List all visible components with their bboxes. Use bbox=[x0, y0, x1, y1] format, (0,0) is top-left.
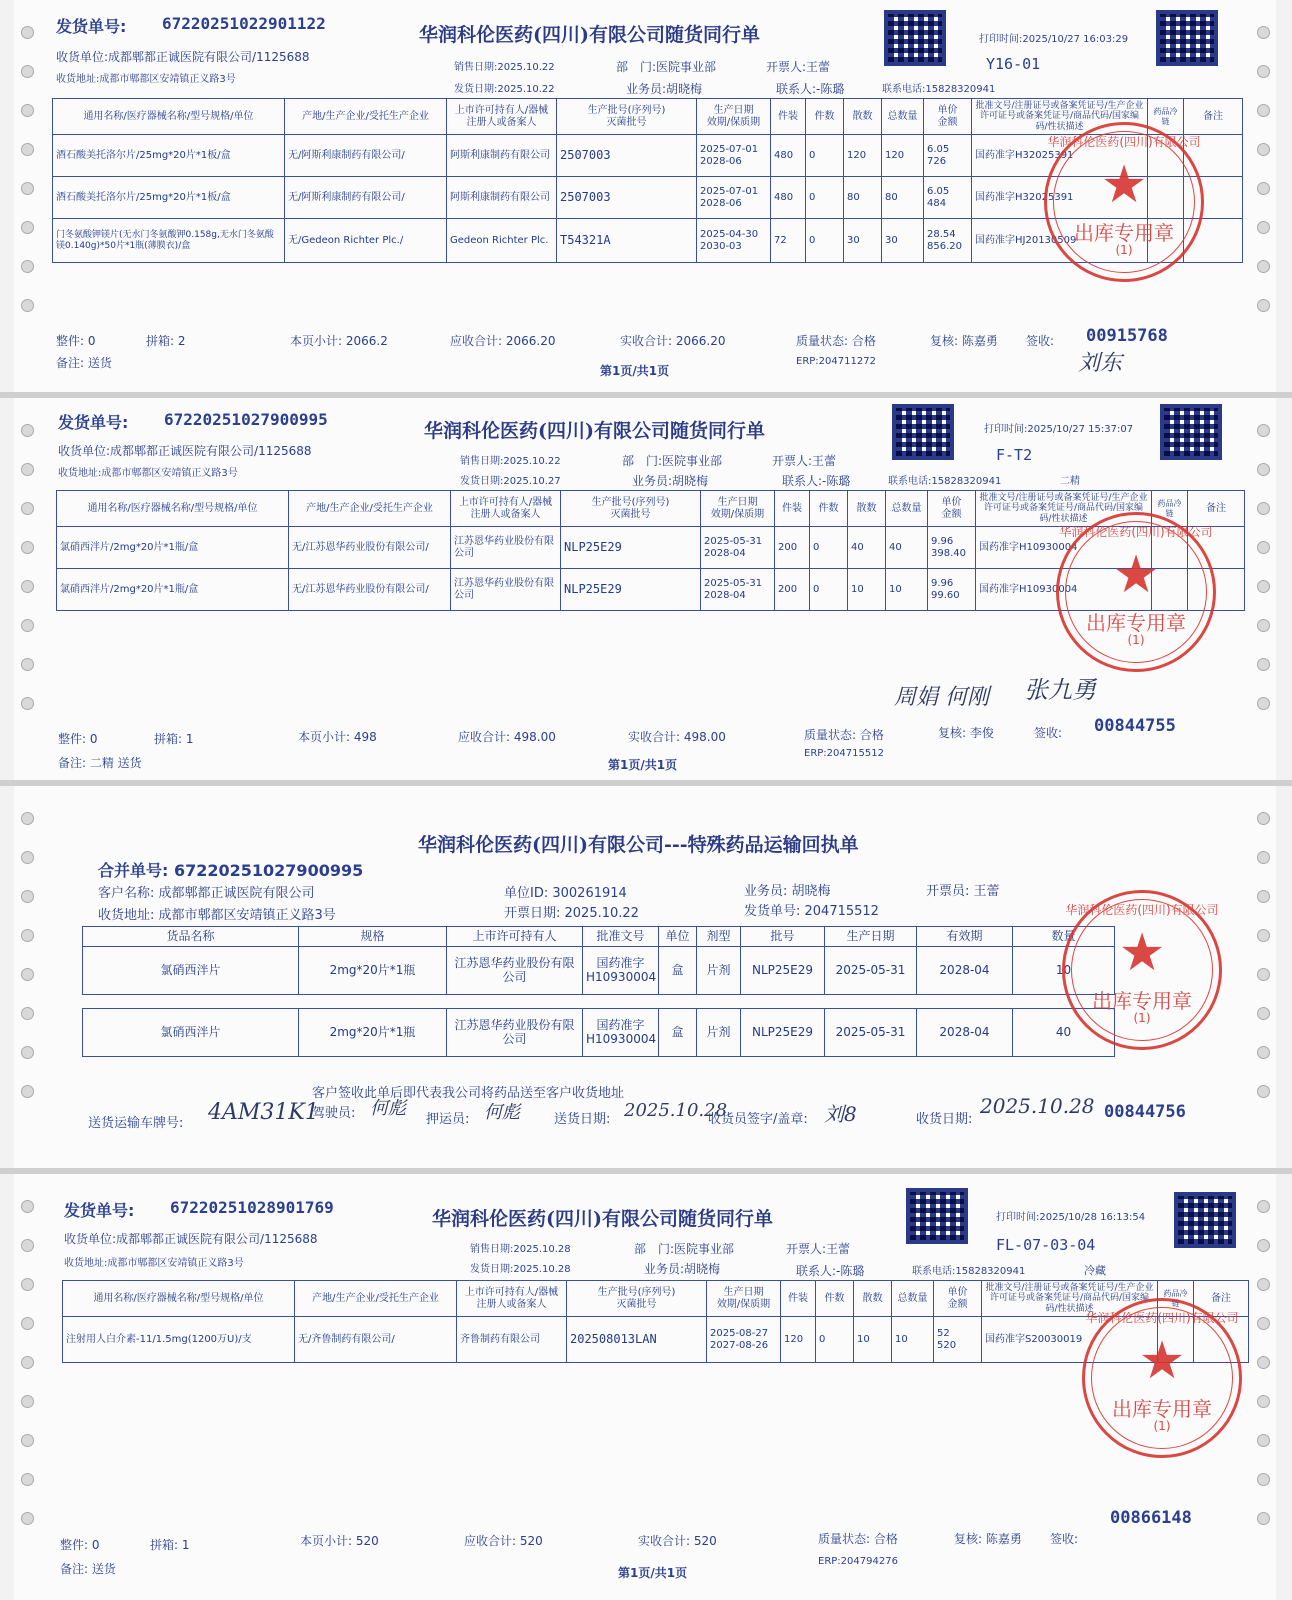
driver-name: 何彪 bbox=[370, 1098, 406, 1119]
escort-label: 押运员: bbox=[426, 1112, 470, 1127]
cold-chain-tag: 冷藏 bbox=[1084, 1264, 1106, 1277]
delivery-slip-1 bbox=[14, 0, 1276, 392]
document-title: 华润科伦医药(四川)有限公司---特殊药品运输回执单 bbox=[418, 834, 859, 856]
col-spec: 规格 bbox=[299, 927, 447, 947]
col-maker: 产地/生产企业/受托生产企业 bbox=[285, 99, 447, 135]
deliver-date-label: 送货日期: bbox=[554, 1112, 611, 1127]
phone: 联系电话:15828320941 bbox=[888, 476, 1002, 487]
quality-status: 质量状态: 合格 bbox=[804, 728, 884, 742]
remark: 备注: 送货 bbox=[60, 1562, 116, 1576]
col-approval: 批准文号/注册证号或备案凭证号/生产企业许可证号或备案凭证号/商品代码/国家编码/性状描述 bbox=[972, 99, 1148, 135]
col-cold: 药品冷链 bbox=[1152, 491, 1188, 527]
col-holder: 上市许可持有人 bbox=[447, 927, 583, 947]
tractor-holes-right bbox=[1254, 398, 1272, 780]
col-mfg: 生产日期 bbox=[825, 927, 917, 947]
merge-number: 合并单号: 67220251027900995 bbox=[98, 861, 364, 880]
col-approval: 批准文号/注册证号或备案凭证号/生产企业许可证号或备案凭证号/商品代码/国家编码/性状描述 bbox=[982, 1281, 1158, 1317]
receiver-sign-label: 收货员签字/盖章: bbox=[708, 1112, 808, 1127]
salesman: 业务员:胡晓梅 bbox=[644, 1262, 721, 1276]
receive-date: 2025.10.28 bbox=[980, 1094, 1095, 1118]
whole-count: 整件: 0 bbox=[60, 1538, 100, 1552]
tractor-holes-right bbox=[1254, 0, 1272, 392]
tractor-holes-right bbox=[1254, 786, 1272, 1168]
receive-date-label: 收货日期: bbox=[916, 1112, 973, 1127]
col-holder: 上市许可持有人/器械注册人或备案人 bbox=[447, 99, 557, 135]
phone: 联系电话:15828320941 bbox=[882, 84, 996, 95]
issuer: 开票人:王蕾 bbox=[786, 1242, 851, 1256]
sale-date: 销售日期:2025.10.22 bbox=[460, 456, 561, 467]
col-approval: 批准文号/注册证号或备案凭证号/生产企业许可证号或备案凭证号/商品代码/国家编码/性状描述 bbox=[976, 491, 1152, 527]
remark: 备注: 送货 bbox=[56, 356, 112, 370]
special-tag: 二精 bbox=[1060, 476, 1080, 487]
whole-count: 整件: 0 bbox=[56, 334, 96, 348]
col-mfg: 生产日期 效期/保质期 bbox=[697, 99, 771, 135]
print-time: 打印时间:2025/10/27 15:37:07 bbox=[984, 424, 1134, 435]
ship-date: 发货日期:2025.10.22 bbox=[454, 84, 555, 95]
contact: 联系人:-陈璐 bbox=[782, 474, 851, 488]
table-row: 氯硝西泮片/2mg*20片*1瓶/盒 无/江苏恩华药业股份有限公司/ 江苏恩华药业股份有限公司 NLP25E29 2025-05-31 2028-04 200 0 10 10 9.96 99.60 国药准字H10930004 bbox=[57, 569, 1245, 611]
salesman: 业务员:胡晓梅 bbox=[626, 82, 703, 96]
col-mfg: 生产日期 效期/保质期 bbox=[701, 491, 775, 527]
split-count: 拼箱: 1 bbox=[150, 1538, 190, 1552]
quality-status: 质量状态: 合格 bbox=[796, 334, 876, 348]
col-maker: 产地/生产企业/受托生产企业 bbox=[289, 491, 451, 527]
qr-code-icon bbox=[892, 404, 954, 460]
col-form: 剂型 bbox=[697, 927, 741, 947]
table-row: 酒石酸美托洛尔片/25mg*20片*1板/盒 无/阿斯利康制药有限公司/ 阿斯利康制药有限公司 2507003 2025-07-01 2028-06 480 0 120 120 6.05 726 国药准字H32025391 bbox=[53, 135, 1243, 177]
deliver-date: 2025.10.28 bbox=[624, 1100, 728, 1121]
qr-code-icon bbox=[884, 10, 946, 66]
receiver-address: 收货地址:成都市郫都区安靖镇正义路3号 bbox=[56, 74, 236, 85]
ship-number: 发货单号: 204715512 bbox=[744, 904, 879, 919]
receivable-total: 应收合计: 498.00 bbox=[458, 730, 556, 744]
escort-name: 何彪 bbox=[484, 1102, 520, 1123]
ship-date: 发货日期:2025.10.28 bbox=[470, 1264, 571, 1275]
outbound-stamp: 华润科伦医药(四川)有限公司 ★ 出库专用章 (1) bbox=[1082, 1298, 1242, 1458]
col-lot: 生产批号(序列号) 灭菌批号 bbox=[567, 1281, 707, 1317]
table-row: 门冬氨酸钾镁片(无水门冬氨酸钾0.158g,无水门冬氨酸镁0.140g)*50片*1瓶(薄膜衣)/盒 无/Gedeon Richter Plc./ Gedeon Richter Plc. T54321A 2025-04-30 2030-03 72 0 30 30 28.54 856.20 国药准字HJ20130509 bbox=[53, 219, 1243, 263]
unit-id: 单位ID: 300261914 bbox=[504, 886, 627, 901]
tractor-holes-left bbox=[18, 398, 36, 780]
col-qty: 数量 bbox=[1013, 927, 1115, 947]
col-price: 单价 金额 bbox=[928, 491, 976, 527]
print-time: 打印时间:2025/10/28 16:13:54 bbox=[996, 1212, 1146, 1223]
col-lot: 生产批号(序列号) 灭菌批号 bbox=[557, 99, 697, 135]
goods-table bbox=[62, 1280, 1249, 1363]
location-code: Y16-01 bbox=[986, 55, 1041, 73]
star-icon: ★ bbox=[1138, 1331, 1186, 1391]
erp-number: ERP:204711272 bbox=[796, 356, 876, 367]
star-icon: ★ bbox=[1112, 545, 1160, 605]
table-row: 酒石酸美托洛尔片/25mg*20片*1板/盒 无/阿斯利康制药有限公司/ 阿斯利康制药有限公司 2507003 2025-07-01 2028-06 480 0 80 80 6.05 484 国药准字H32025391 bbox=[53, 177, 1243, 219]
issuer: 开票人:王蕾 bbox=[772, 454, 837, 468]
salesman: 业务员: 胡晓梅 bbox=[744, 884, 831, 899]
split-count: 拼箱: 2 bbox=[146, 334, 186, 348]
reviewer: 复核: 陈嘉勇 bbox=[930, 334, 998, 348]
sign-label: 签收: bbox=[1050, 1532, 1079, 1546]
plate-number: 4AM31K1 bbox=[208, 1100, 319, 1125]
sale-date: 销售日期:2025.10.22 bbox=[454, 62, 555, 73]
sale-date: 销售日期:2025.10.28 bbox=[470, 1244, 571, 1255]
col-name: 通用名称/医疗器械名称/型号规格/单位 bbox=[57, 491, 289, 527]
issuer: 开票员: 王蕾 bbox=[926, 884, 1000, 899]
col-pcs: 件数 bbox=[806, 99, 844, 135]
document-title: 华润科伦医药(四川)有限公司随货同行单 bbox=[424, 420, 765, 442]
outbound-stamp: 华润科伦医药(四川)有限公司 ★ 出库专用章 (1) bbox=[1056, 512, 1216, 672]
table-row: 氯硝西泮片/2mg*20片*1瓶/盒 无/江苏恩华药业股份有限公司/ 江苏恩华药业股份有限公司 NLP25E29 2025-05-31 2028-04 200 0 40 40 9.96 398.40 国药准字H10930004 bbox=[57, 527, 1245, 569]
serial-number: 00915768 bbox=[1086, 326, 1168, 346]
bill-date: 开票日期: 2025.10.22 bbox=[504, 906, 639, 921]
receiver-signature: 刘8 bbox=[824, 1102, 857, 1126]
qr-code-icon bbox=[1174, 1192, 1236, 1248]
col-total: 总数量 bbox=[892, 1281, 934, 1317]
col-pack: 件装 bbox=[771, 99, 806, 135]
receipt-notice: 客户签收此单后即代表我公司将药品送至客户收货地址 bbox=[312, 1086, 625, 1101]
qr-code-icon bbox=[1156, 10, 1218, 66]
table-row: 氯硝西泮片 2mg*20片*1瓶 江苏恩华药业股份有限公司 国药准字H10930004 盒 片剂 NLP25E29 2025-05-31 2028-04 40 bbox=[83, 1009, 1115, 1057]
issuer: 开票人:王蕾 bbox=[766, 60, 831, 74]
col-total: 总数量 bbox=[882, 99, 924, 135]
tractor-holes-left bbox=[18, 786, 36, 1168]
erp-number: ERP:204794276 bbox=[818, 1556, 898, 1567]
col-remark: 备注 bbox=[1188, 491, 1245, 527]
serial-number: 00844755 bbox=[1094, 716, 1176, 736]
col-lot: 批号 bbox=[741, 927, 825, 947]
split-count: 拼箱: 1 bbox=[154, 732, 194, 746]
whole-count: 整件: 0 bbox=[58, 732, 98, 746]
received-total: 实收合计: 2066.20 bbox=[620, 334, 726, 348]
col-loose: 散数 bbox=[854, 1281, 892, 1317]
col-remark: 备注 bbox=[1194, 1281, 1249, 1317]
phone: 联系电话:15828320941 bbox=[912, 1266, 1026, 1277]
handwritten-signature: 张九勇 bbox=[1024, 676, 1096, 704]
order-number: 67220251028901769 bbox=[170, 1198, 334, 1217]
qr-code-icon bbox=[906, 1188, 968, 1244]
col-loose: 散数 bbox=[848, 491, 886, 527]
page-indicator: 第1页/共1页 bbox=[600, 364, 670, 378]
transport-receipt bbox=[14, 786, 1276, 1168]
salesman: 业务员:胡晓梅 bbox=[632, 474, 709, 488]
col-mfg: 生产日期 效期/保质期 bbox=[707, 1281, 781, 1317]
received-total: 实收合计: 498.00 bbox=[628, 730, 726, 744]
star-icon: ★ bbox=[1100, 155, 1148, 215]
sign-label: 签收: bbox=[1034, 726, 1063, 740]
order-number: 67220251022901122 bbox=[162, 14, 326, 33]
col-pcs: 件数 bbox=[816, 1281, 854, 1317]
document-title: 华润科伦医药(四川)有限公司随货同行单 bbox=[419, 24, 760, 46]
remark: 备注: 二精 送货 bbox=[58, 756, 142, 770]
handwritten-signature: 刘东 bbox=[1078, 351, 1123, 376]
department: 部 门:医院事业部 bbox=[616, 60, 717, 74]
order-label: 发货单号: bbox=[58, 413, 129, 432]
col-goods-name: 货品名称 bbox=[83, 927, 299, 947]
qr-code-icon bbox=[1160, 404, 1222, 460]
order-label: 发货单号: bbox=[64, 1201, 135, 1220]
document-title: 华润科伦医药(四川)有限公司随货同行单 bbox=[432, 1208, 773, 1230]
receiver-unit: 收货单位:成都郫都正诚医院有限公司/1125688 bbox=[56, 50, 310, 64]
outbound-stamp: 华润科伦医药(四川)有限公司 ★ 出库专用章 (1) bbox=[1044, 122, 1204, 282]
print-time: 打印时间:2025/10/27 16:03:29 bbox=[979, 34, 1129, 45]
col-total: 总数量 bbox=[886, 491, 928, 527]
page-subtotal: 本页小计: 498 bbox=[298, 730, 377, 744]
col-cold: 药品冷链 bbox=[1158, 1281, 1194, 1317]
plate-label: 送货运输车牌号: bbox=[88, 1116, 184, 1131]
page-indicator: 第1页/共1页 bbox=[608, 758, 678, 772]
department: 部 门:医院事业部 bbox=[634, 1242, 735, 1256]
page-subtotal: 本页小计: 2066.2 bbox=[290, 334, 388, 348]
col-holder: 上市许可持有人/器械注册人或备案人 bbox=[457, 1281, 567, 1317]
contact: 联系人:-陈璐 bbox=[776, 82, 845, 96]
col-name: 通用名称/医疗器械名称/型号规格/单位 bbox=[53, 99, 285, 135]
tractor-holes-left bbox=[18, 1174, 36, 1600]
col-remark: 备注 bbox=[1184, 99, 1243, 135]
col-cold: 药品冷链 bbox=[1148, 99, 1184, 135]
erp-number: ERP:204715512 bbox=[804, 748, 884, 759]
page-subtotal: 本页小计: 520 bbox=[300, 1534, 379, 1548]
receivable-total: 应收合计: 2066.20 bbox=[450, 334, 556, 348]
location-code: FL-07-03-04 bbox=[996, 1236, 1096, 1254]
receiver-address: 收货地址: 成都市郫都区安靖镇正义路3号 bbox=[98, 908, 336, 923]
order-label: 发货单号: bbox=[56, 17, 127, 36]
outbound-stamp: 华润科伦医药(四川)有限公司 ★ 出库专用章 (1) bbox=[1062, 890, 1222, 1050]
col-pack: 件装 bbox=[775, 491, 810, 527]
col-name: 通用名称/医疗器械名称/型号规格/单位 bbox=[63, 1281, 295, 1317]
col-lot: 生产批号(序列号) 灭菌批号 bbox=[561, 491, 701, 527]
receiver-unit: 收货单位:成都郫都正诚医院有限公司/1125688 bbox=[58, 444, 312, 458]
col-price: 单价 金额 bbox=[924, 99, 972, 135]
customer-name: 客户名称: 成都郫都正诚医院有限公司 bbox=[98, 886, 315, 901]
serial-number: 00866148 bbox=[1110, 1508, 1192, 1528]
col-pack: 件装 bbox=[781, 1281, 816, 1317]
serial-number: 00844756 bbox=[1104, 1102, 1186, 1122]
driver-label: 驾驶员: bbox=[312, 1106, 356, 1121]
col-maker: 产地/生产企业/受托生产企业 bbox=[295, 1281, 457, 1317]
receiver-unit: 收货单位:成都郫都正诚医院有限公司/1125688 bbox=[64, 1232, 318, 1246]
table-row: 氯硝西泮片 2mg*20片*1瓶 江苏恩华药业股份有限公司 国药准字H10930004 盒 片剂 NLP25E29 2025-05-31 2028-04 10 bbox=[83, 947, 1115, 995]
col-approval: 批准文号 bbox=[583, 927, 659, 947]
col-exp: 有效期 bbox=[917, 927, 1013, 947]
col-price: 单价 金额 bbox=[934, 1281, 982, 1317]
location-code: F-T2 bbox=[996, 446, 1033, 464]
col-unit: 单位 bbox=[659, 927, 697, 947]
star-icon: ★ bbox=[1118, 923, 1166, 983]
sign-label: 签收: bbox=[1026, 334, 1055, 348]
receipt-table bbox=[82, 926, 1115, 1057]
receiver-address: 收货地址:成都市郫都区安靖镇正义路3号 bbox=[58, 468, 238, 479]
tractor-holes-left bbox=[18, 0, 36, 392]
tractor-holes-right bbox=[1254, 1174, 1272, 1600]
order-number: 67220251027900995 bbox=[164, 410, 328, 429]
delivery-slip-4 bbox=[14, 1174, 1276, 1600]
handwritten-signature: 周娟 何刚 bbox=[894, 685, 989, 710]
col-loose: 散数 bbox=[844, 99, 882, 135]
department: 部 门:医院事业部 bbox=[622, 454, 723, 468]
reviewer: 复核: 陈嘉勇 bbox=[954, 1532, 1022, 1546]
col-holder: 上市许可持有人/器械注册人或备案人 bbox=[451, 491, 561, 527]
ship-date: 发货日期:2025.10.27 bbox=[460, 476, 561, 487]
received-total: 实收合计: 520 bbox=[638, 1534, 717, 1548]
col-pcs: 件数 bbox=[810, 491, 848, 527]
reviewer: 复核: 李俊 bbox=[938, 726, 994, 740]
table-row: 注射用人白介素-11/1.5mg(1200万U)/支 无/齐鲁制药有限公司/ 齐鲁制药有限公司 202508013LAN 2025-08-27 2027-08-26 120 0 10 10 52 520 国药准字S20030019 bbox=[63, 1317, 1249, 1363]
delivery-slip-2 bbox=[14, 398, 1276, 780]
receiver-address: 收货地址:成都市郫都区安靖镇正义路3号 bbox=[64, 1258, 244, 1269]
page-indicator: 第1页/共1页 bbox=[618, 1566, 688, 1580]
receivable-total: 应收合计: 520 bbox=[464, 1534, 543, 1548]
contact: 联系人:-陈璐 bbox=[796, 1264, 865, 1278]
quality-status: 质量状态: 合格 bbox=[818, 1532, 898, 1546]
